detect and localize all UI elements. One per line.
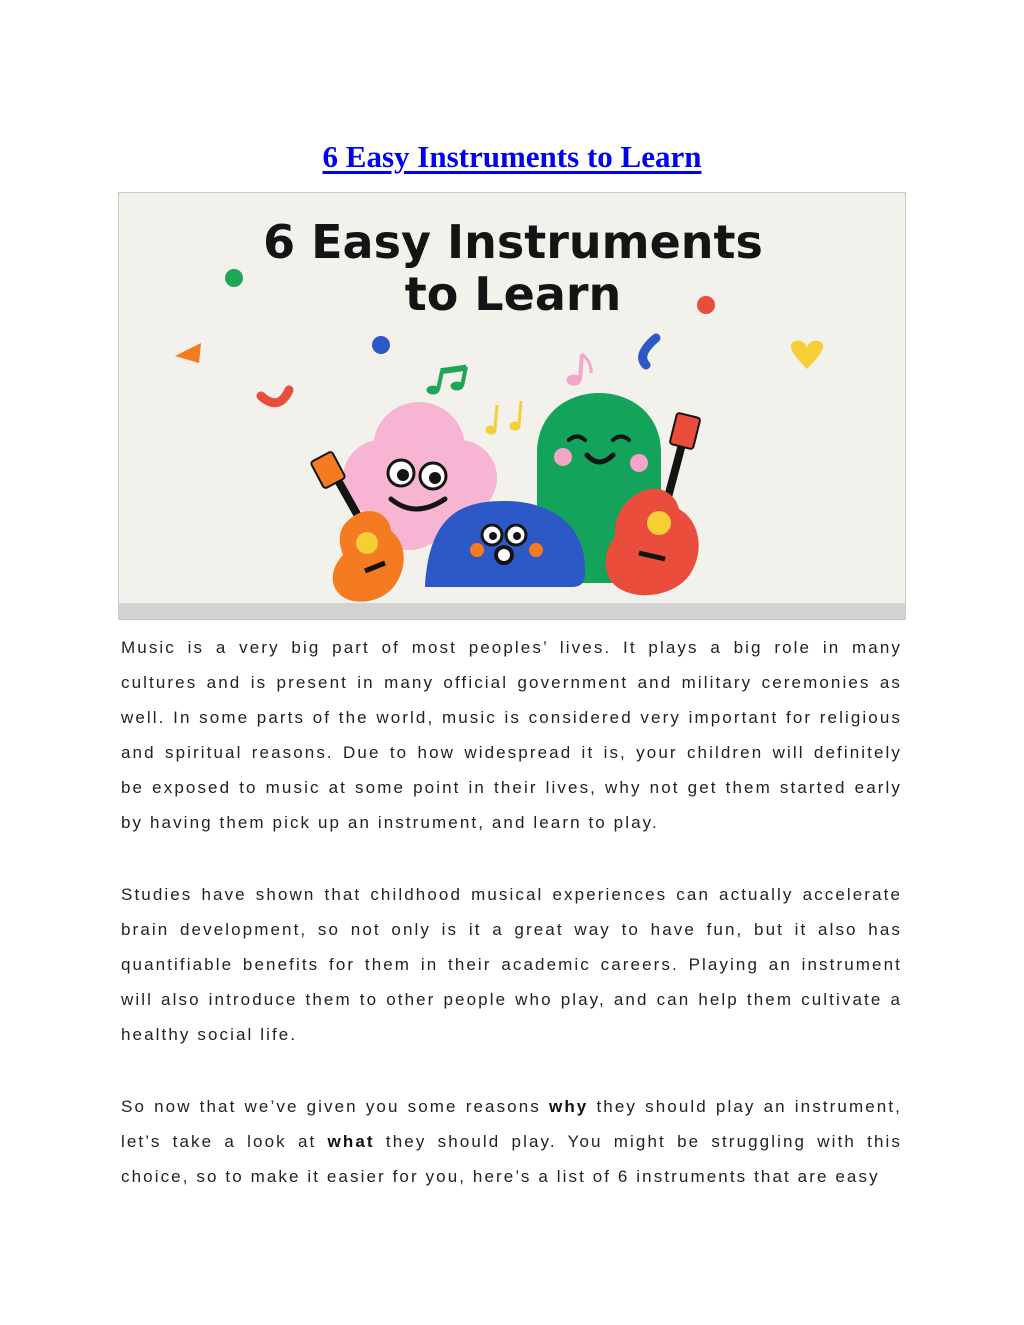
green-dot-icon: [225, 269, 243, 287]
blue-dot-icon: [372, 336, 390, 354]
paragraph-2: Studies have shown that childhood musical experiences can actually accelerate brain development, so not only is it a great way to have fun, but it also has quantifiable benefits for them in their academic careers. Playing an instrument will also introduce them to other people who play, and can help them cultivate a healthy social life.: [121, 885, 902, 1044]
article-body: [121, 630, 902, 1231]
hero-illustration: [118, 192, 906, 620]
paragraph-3-part3: they should play. You might be struggling with this choice, so to make it easier for you, here’s a list of 6 instruments that are easy: [121, 1132, 903, 1186]
paragraph-3: [121, 1089, 902, 1194]
paragraph-3-part1: So now that we’ve given you some reasons: [121, 1097, 549, 1116]
hero-heading-line1: 6 Easy Instruments: [263, 215, 763, 269]
title-link[interactable]: 6 Easy Instruments to Learn: [322, 139, 702, 174]
paragraph-1: Music is a very big part of most peoples’ lives. It plays a big role in many cultures and is present in many official government and military ceremonies as well. In some parts of the world, music is considered very important for religious and spiritual reasons. Due to how widespread it is, your children will definitely be exposed to music at some point in their lives, why not get them started early by having them pick up an instrument, and learn to play.: [121, 638, 902, 832]
red-dot-icon: [697, 296, 715, 314]
hero-illustration-art: [119, 193, 905, 619]
paragraph-3-part2: they should play an instrument, let’s take a look at: [121, 1097, 902, 1151]
emphasis-why: why: [549, 1097, 589, 1116]
page-title: [0, 138, 1024, 175]
hero-heading-line2: to Learn: [404, 267, 622, 321]
emphasis-what: what: [327, 1132, 375, 1151]
